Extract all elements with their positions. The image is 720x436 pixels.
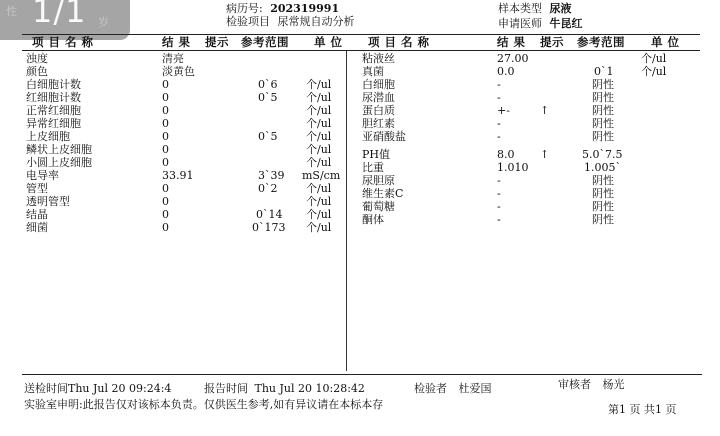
table-row [0, 161, 720, 174]
table-header-rule [22, 50, 700, 51]
item-name: 维生素C [362, 187, 404, 200]
item-range: 阴性 [592, 130, 614, 143]
item-result: 0 [162, 182, 169, 195]
reviewer-line [558, 378, 625, 391]
col-right-flag: 提示 [540, 35, 564, 49]
col-right-unit: 单 位 [651, 35, 680, 49]
item-range: 0`2 [258, 182, 278, 195]
inspector-name: 杜爱国 [458, 382, 492, 395]
table-row [0, 200, 720, 213]
item-result: 0 [162, 91, 169, 104]
col-left-result: 结 果 [162, 35, 191, 49]
item-name: 真菌 [362, 65, 384, 78]
item-unit: mS/cm [302, 169, 341, 182]
record-label: 病历号: [226, 2, 263, 15]
item-unit: 个/ul [306, 78, 332, 91]
item-flag: ↑ [540, 148, 550, 161]
send-time-line [24, 382, 171, 395]
item-result: +- [497, 104, 510, 117]
table-row [0, 91, 720, 104]
item-name: 鳞状上皮细胞 [26, 143, 92, 156]
item-name: 酮体 [362, 213, 384, 226]
lab-disclaimer: 实验室申明:此报告仅对该标本负责。仅供医生参考,如有异议请在本标本存 [24, 398, 384, 411]
col-right-name: 项 目 名 称 [368, 35, 430, 49]
item-result: 0 [162, 117, 169, 130]
item-unit: 个/ul [306, 104, 332, 117]
reviewer-label: 审核者 [558, 378, 591, 391]
table-row [0, 117, 720, 130]
table-row [0, 52, 720, 65]
inspector-line [414, 382, 492, 395]
item-unit: 个/ul [306, 221, 332, 234]
col-right-result: 结 果 [497, 35, 526, 49]
item-name: 正常红细胞 [26, 104, 81, 117]
item-range: 阴性 [592, 174, 614, 187]
badge-faint-right: 岁 [98, 16, 109, 29]
doctor-line [498, 17, 583, 30]
item-unit: 个/ul [306, 182, 332, 195]
item-name: PH值 [362, 148, 390, 161]
item-name: 红细胞计数 [26, 91, 81, 104]
item-unit: 个/ul [306, 91, 332, 104]
item-unit: 个/ul [306, 208, 332, 221]
item-range: 0`14 [256, 208, 283, 221]
report-time: Thu Jul 20 10:28:42 [254, 382, 365, 395]
item-unit: 个/ul [641, 52, 667, 65]
item-range: 0`5 [258, 130, 278, 143]
page-info: 第1 页 共1 页 [608, 403, 677, 416]
item-unit: 个/ul [306, 143, 332, 156]
item-name: 亚硝酸盐 [362, 130, 406, 143]
item-unit: 个/ul [306, 195, 332, 208]
item-result: 27.00 [497, 52, 529, 65]
item-range: 0`1 [594, 65, 614, 78]
item-name: 尿潜血 [362, 91, 395, 104]
table-row [0, 104, 720, 117]
doctor-name: 牛昆红 [549, 17, 583, 30]
table-row [0, 78, 720, 91]
item-range: 阴性 [592, 117, 614, 130]
item-range: 0`6 [258, 78, 278, 91]
item-range: 阴性 [592, 78, 614, 91]
item-result: - [497, 117, 501, 130]
item-result: 0 [162, 156, 169, 169]
item-name: 浊度 [26, 52, 48, 65]
item-name: 粘液丝 [362, 52, 395, 65]
item-range: 阴性 [592, 213, 614, 226]
table-row [0, 130, 720, 143]
badge-faint-left: 性 [6, 5, 17, 18]
report-time-label: 报告时间 [204, 382, 248, 395]
item-result: - [497, 213, 501, 226]
item-name: 异常红细胞 [26, 117, 81, 130]
item-name: 葡萄糖 [362, 200, 395, 213]
item-result: - [497, 130, 501, 143]
item-result: 0 [162, 104, 169, 117]
record-number-line [226, 2, 339, 15]
item-unit: 个/ul [306, 156, 332, 169]
col-left-range: 参考范围 [241, 35, 289, 49]
item-result: 0 [162, 221, 169, 234]
item-result: 0.0 [497, 65, 515, 78]
item-name: 管型 [26, 182, 48, 195]
item-flag: ↑ [540, 104, 550, 117]
sample-type: 尿液 [549, 2, 572, 15]
item-name: 上皮细胞 [26, 130, 70, 143]
item-name: 电导率 [26, 169, 59, 182]
item-range: 3`39 [258, 169, 285, 182]
item-result: - [497, 91, 501, 104]
item-unit: 个/ul [641, 65, 667, 78]
item-range: 阴性 [592, 187, 614, 200]
item-name: 细菌 [26, 221, 48, 234]
reviewer-name: 杨光 [602, 378, 625, 391]
test-item: 尿常规自动分析 [277, 15, 355, 28]
item-result: 0 [162, 208, 169, 221]
item-range: 0`5 [258, 91, 278, 104]
item-range: 阴性 [592, 200, 614, 213]
item-name: 尿胆原 [362, 174, 395, 187]
item-name: 比重 [362, 161, 384, 174]
item-name: 小圆上皮细胞 [26, 156, 92, 169]
table-bottom-rule [22, 374, 702, 375]
test-item-line [226, 15, 355, 28]
item-range: 0`173 [252, 221, 286, 234]
table-row [0, 65, 720, 78]
item-name: 透明管型 [26, 195, 70, 208]
item-name: 结晶 [26, 208, 48, 221]
item-result: 0 [162, 130, 169, 143]
item-result: 清亮 [162, 52, 184, 65]
table-row [0, 213, 720, 226]
item-result: 33.91 [162, 169, 194, 182]
send-time: Thu Jul 20 09:24:4 [68, 382, 172, 395]
item-name: 颜色 [26, 65, 48, 78]
item-result: 0 [162, 143, 169, 156]
item-range: 阴性 [592, 104, 614, 117]
item-result: 1.010 [497, 161, 529, 174]
item-result: - [497, 78, 501, 91]
table-row [0, 174, 720, 187]
item-result: 0 [162, 195, 169, 208]
doctor-label: 申请医师 [498, 17, 542, 30]
item-name: 蛋白质 [362, 104, 395, 117]
item-result: 淡黄色 [162, 65, 195, 78]
item-result: - [497, 174, 501, 187]
item-result: - [497, 187, 501, 200]
sample-type-label: 样本类型 [498, 2, 542, 15]
report-time-line [204, 382, 365, 395]
page-counter: 1/1 [32, 0, 87, 30]
col-left-name: 项 目 名 称 [32, 35, 94, 49]
col-right-range: 参考范围 [577, 35, 625, 49]
table-row [0, 187, 720, 200]
item-range: 1.005` [584, 161, 621, 174]
item-name: 白细胞计数 [26, 78, 81, 91]
item-name: 白细胞 [362, 78, 395, 91]
record-number: 202319991 [270, 2, 340, 15]
item-unit: 个/ul [306, 130, 332, 143]
inspector-label: 检验者 [414, 382, 447, 395]
send-time-label: 送检时间 [24, 382, 68, 395]
col-left-flag: 提示 [205, 35, 229, 49]
item-range: 阴性 [592, 91, 614, 104]
item-result: 8.0 [497, 148, 515, 161]
col-left-unit: 单 位 [314, 35, 343, 49]
test-item-label: 检验项目 [226, 15, 270, 28]
item-name: 胆红素 [362, 117, 395, 130]
table-row [0, 148, 720, 161]
item-result: 0 [162, 78, 169, 91]
item-result: - [497, 200, 501, 213]
item-unit: 个/ul [306, 117, 332, 130]
sample-type-line [498, 2, 572, 15]
item-range: 5.0`7.5 [582, 148, 623, 161]
